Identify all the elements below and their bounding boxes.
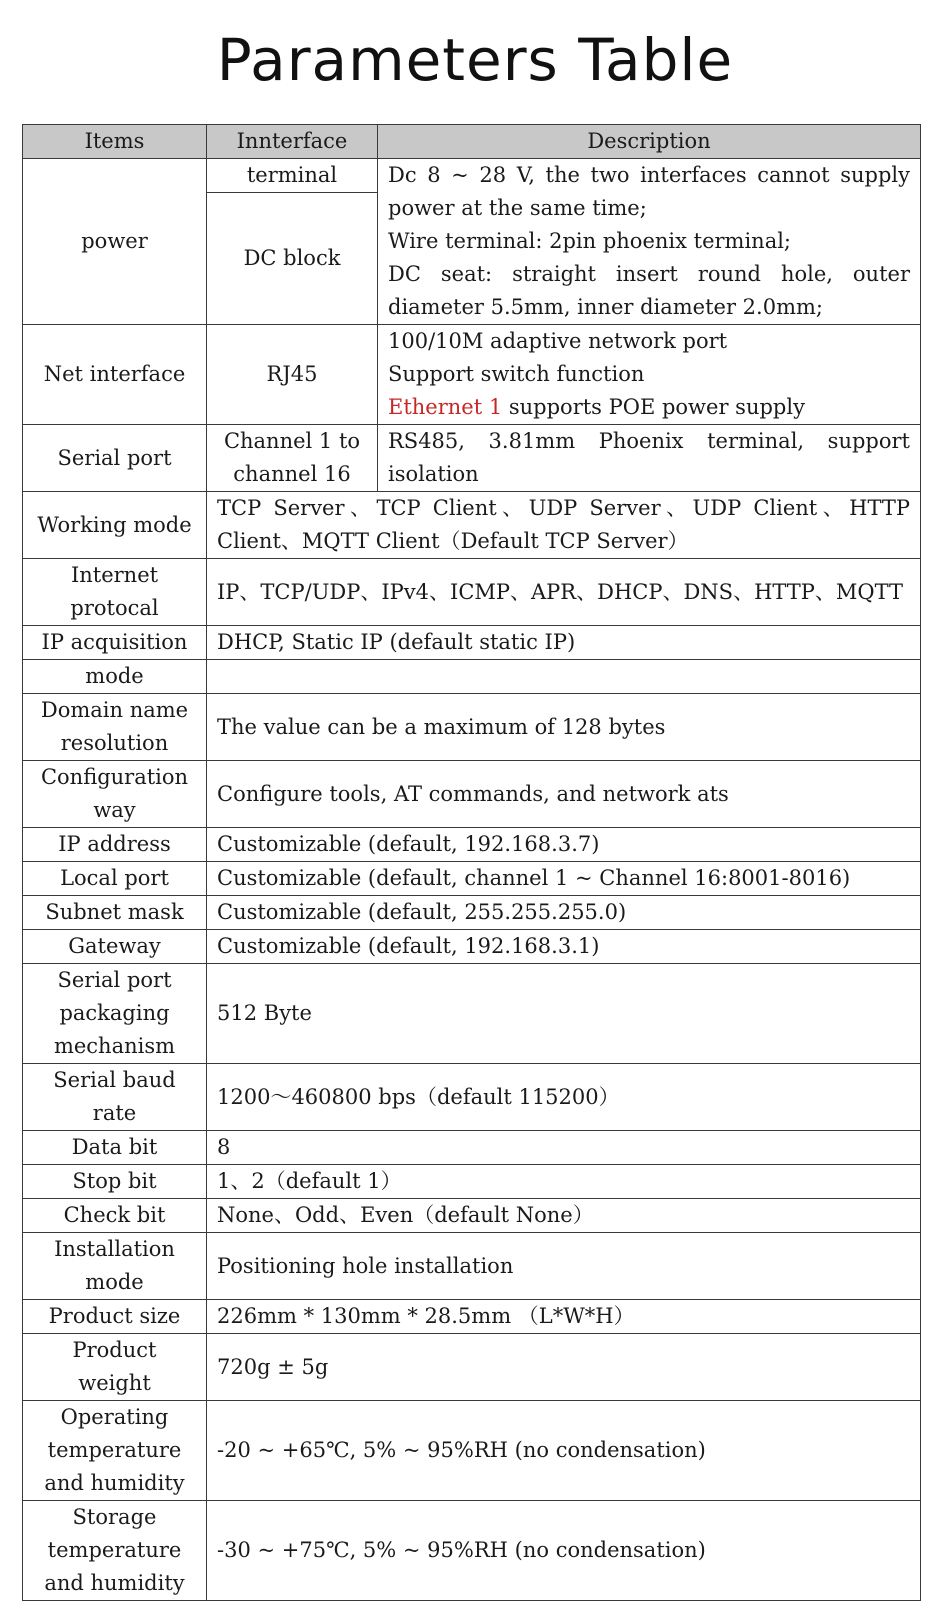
- row-item: IP address: [23, 828, 207, 862]
- table-row: [23, 694, 921, 761]
- row-desc: 512 Byte: [207, 964, 921, 1064]
- table-row: [23, 1233, 921, 1300]
- table-row: [23, 559, 921, 626]
- net-desc-line: 100/10M adaptive network port: [388, 329, 728, 353]
- table-row: [23, 1199, 921, 1233]
- power-iface-terminal: terminal: [207, 159, 378, 193]
- row-item: Data bit: [23, 1131, 207, 1165]
- serial-desc-line: isolation: [388, 462, 479, 486]
- header-row: [23, 125, 921, 159]
- serial-desc: [378, 425, 921, 492]
- table-row: [23, 626, 921, 660]
- row-item: Internet protocal: [23, 559, 207, 626]
- table-row: [23, 159, 921, 193]
- row-item: IP acquisition: [23, 626, 207, 660]
- table-row: [23, 930, 921, 964]
- table-row: [23, 1501, 921, 1601]
- row-desc: 720g ± 5g: [207, 1334, 921, 1401]
- row-desc: None、Odd、Even（default None）: [207, 1199, 921, 1233]
- row-desc: The value can be a maximum of 128 bytes: [207, 694, 921, 761]
- table-row: [23, 761, 921, 828]
- table-row: [23, 1334, 921, 1401]
- serial-iface: [207, 425, 378, 492]
- net-desc-line: [388, 391, 910, 424]
- row-item: Product weight: [23, 1334, 207, 1401]
- row-desc: Customizable (default, 255.255.255.0): [207, 896, 921, 930]
- row-item: Local port: [23, 862, 207, 896]
- page-title: Parameters Table: [216, 26, 734, 94]
- serial-iface-line: Channel 1 to: [223, 429, 361, 453]
- row-desc: -30 ~ +75℃, 5% ~ 95%RH (no condensation): [207, 1501, 921, 1601]
- row-desc: 1、2（default 1）: [207, 1165, 921, 1199]
- power-desc-line: power at the same time;: [388, 196, 647, 220]
- power-iface-dcblock: DC block: [207, 193, 378, 325]
- row-desc: DHCP, Static IP (default static IP): [207, 626, 921, 660]
- row-item: Installation mode: [23, 1233, 207, 1300]
- table-row: [23, 896, 921, 930]
- row-desc: 226mm * 130mm * 28.5mm （L*W*H）: [207, 1300, 921, 1334]
- serial-iface-line: channel 16: [233, 462, 351, 486]
- row-item: Gateway: [23, 930, 207, 964]
- net-desc-line: Support switch function: [388, 362, 645, 386]
- row-item: Working mode: [23, 492, 207, 559]
- serial-desc-line: RS485, 3.81mm Phoenix terminal, support: [388, 429, 910, 453]
- parameters-table: [22, 124, 921, 1601]
- table-row: [23, 325, 921, 425]
- table-row: [23, 1300, 921, 1334]
- header-interface: Innterface: [207, 125, 378, 159]
- header-description: Description: [378, 125, 921, 159]
- row-desc: Customizable (default, 192.168.3.7): [207, 828, 921, 862]
- row-item: mode: [23, 660, 207, 694]
- row-item: Operating temperature and humidity: [23, 1401, 207, 1501]
- table-row: [23, 492, 921, 559]
- net-desc: [378, 325, 921, 425]
- row-desc: Customizable (default, 192.168.3.1): [207, 930, 921, 964]
- row-item: Check bit: [23, 1199, 207, 1233]
- row-desc: IP、TCP/UDP、IPv4、ICMP、APR、DHCP、DNS、HTTP、MQTT: [207, 559, 921, 626]
- net-item: Net interface: [23, 325, 207, 425]
- power-desc-line: Dc 8 ~ 28 V, the two interfaces cannot supply: [388, 163, 910, 187]
- net-desc-text: supports POE power supply: [502, 395, 805, 419]
- table-row: [23, 425, 921, 492]
- row-desc: TCP Server、TCP Client、UDP Server、UDP Client、HTTP Client、MQTT Client（Default TCP Server）: [207, 492, 921, 559]
- row-item: Stop bit: [23, 1165, 207, 1199]
- table-row: [23, 1401, 921, 1501]
- table-row: [23, 1165, 921, 1199]
- power-item: power: [23, 159, 207, 325]
- row-item: Storage temperature and humidity: [23, 1501, 207, 1601]
- table-row: [23, 862, 921, 896]
- row-item: Serial baud rate: [23, 1064, 207, 1131]
- row-desc: Positioning hole installation: [207, 1233, 921, 1300]
- header-items: Items: [23, 125, 207, 159]
- serial-item: Serial port: [23, 425, 207, 492]
- power-desc: [378, 159, 921, 325]
- table-row: [23, 660, 921, 694]
- net-iface: RJ45: [207, 325, 378, 425]
- row-desc: 8: [207, 1131, 921, 1165]
- row-desc: [207, 660, 921, 694]
- row-item: Domain name resolution: [23, 694, 207, 761]
- ethernet-highlight: Ethernet 1: [388, 395, 503, 419]
- row-desc: -20 ~ +65℃, 5% ~ 95%RH (no condensation): [207, 1401, 921, 1501]
- row-desc: Customizable (default, channel 1 ~ Channel 16:8001-8016): [207, 862, 921, 896]
- row-item: Serial port packaging mechanism: [23, 964, 207, 1064]
- power-desc-line: Wire terminal: 2pin phoenix terminal;: [388, 229, 792, 253]
- row-item: Configuration way: [23, 761, 207, 828]
- table-row: [23, 1064, 921, 1131]
- table-row: [23, 964, 921, 1064]
- row-item: Subnet mask: [23, 896, 207, 930]
- table-row: [23, 828, 921, 862]
- row-item: Product size: [23, 1300, 207, 1334]
- row-desc: 1200～460800 bps（default 115200）: [207, 1064, 921, 1131]
- power-desc-line: DC seat: straight insert round hole, outer: [388, 262, 910, 286]
- table-row: [23, 1131, 921, 1165]
- row-desc: Configure tools, AT commands, and network ats: [207, 761, 921, 828]
- power-desc-line: diameter 5.5mm, inner diameter 2.0mm;: [388, 295, 823, 319]
